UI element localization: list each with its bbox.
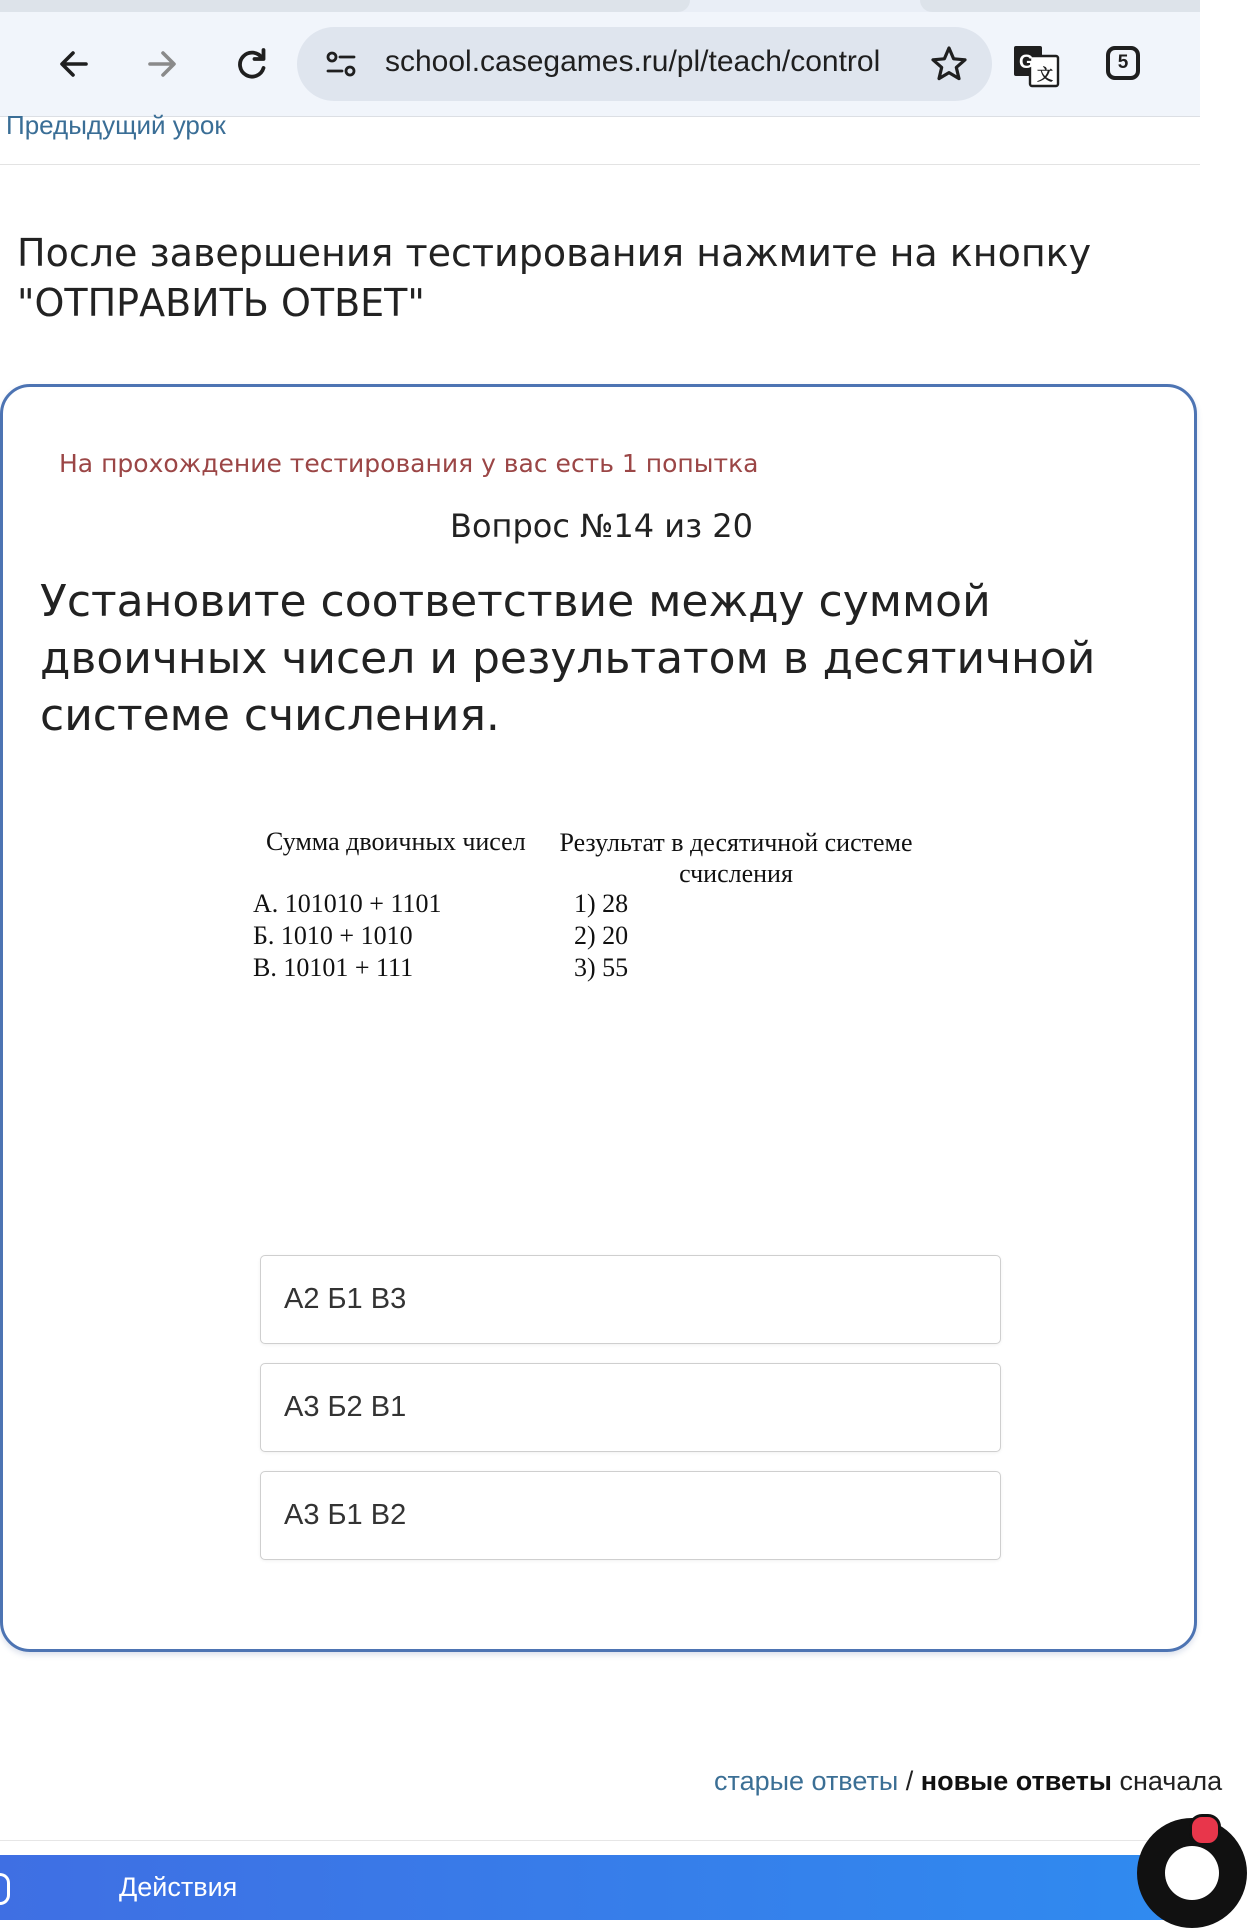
back-arrow-icon (54, 44, 94, 84)
browser-toolbar (0, 12, 1200, 117)
tab-strip (0, 0, 1200, 12)
chat-bubble-icon (1165, 1846, 1219, 1900)
divider (0, 164, 1200, 165)
image-right-item: 2) 20 (574, 921, 629, 950)
url-text[interactable]: school.casegames.ru/pl/teach/control (385, 45, 881, 78)
image-right-item: 3) 55 (574, 953, 629, 982)
svg-text:文: 文 (1037, 65, 1054, 84)
image-right-header-line2: счисления (679, 859, 793, 888)
quiz-card (0, 384, 1197, 1652)
image-left-item: Б. 1010 + 1010 (253, 921, 413, 950)
image-right-item: 1) 28 (574, 889, 629, 918)
notification-dot (1189, 1814, 1221, 1846)
divider (0, 1840, 1200, 1841)
bookmark-star-icon[interactable] (927, 42, 971, 86)
question-text: Установите соответствие между суммой двоичных чисел и результатом в десятичной системе счисления. (40, 576, 1096, 741)
question-number: Вопрос №14 из 20 (450, 507, 753, 545)
action-bar-icon (0, 1873, 10, 1905)
answers-sort-toggle (714, 1766, 1222, 1797)
image-left-item: В. 10101 + 111 (253, 953, 414, 982)
image-left-header: Сумма двоичных чисел (266, 827, 526, 856)
back-button[interactable] (42, 32, 106, 96)
previous-lesson-link[interactable]: Предыдущий урок (6, 110, 226, 140)
chat-button[interactable] (1137, 1818, 1247, 1928)
action-bar[interactable] (0, 1855, 1200, 1920)
attempts-notice: На прохождение тестирования у вас есть 1 попытка (59, 449, 759, 478)
answer-option[interactable] (260, 1255, 1001, 1344)
tabs-count-button[interactable]: 5 (1106, 46, 1140, 80)
answer-option-label: А3 Б1 В2 (284, 1499, 407, 1531)
forward-button[interactable] (130, 32, 194, 96)
answer-option[interactable] (260, 1471, 1001, 1560)
answer-option-label: А2 Б1 В3 (284, 1283, 407, 1315)
tab-right[interactable] (920, 0, 1200, 12)
answer-option-label: А3 Б2 В1 (284, 1391, 407, 1423)
translate-icon[interactable] (1012, 42, 1060, 90)
tab-left[interactable] (0, 0, 690, 12)
old-answers-link[interactable]: старые ответы (714, 1766, 899, 1796)
address-bar[interactable] (297, 27, 992, 101)
svg-text:G: G (1019, 52, 1034, 73)
image-right-header-line1: Результат в десятичной системе (559, 828, 913, 857)
answer-option[interactable] (260, 1363, 1001, 1452)
forward-arrow-icon (142, 44, 182, 84)
question-image (241, 827, 1001, 1002)
sort-suffix: сначала (1111, 1766, 1223, 1796)
sort-separator: / (898, 1766, 921, 1796)
image-left-item: А. 101010 + 1101 (253, 889, 442, 918)
reload-button[interactable] (220, 32, 284, 96)
image-right-header (526, 827, 946, 889)
instruction-text: После завершения тестирования нажмите на кнопку "ОТПРАВИТЬ ОТВЕТ" (17, 231, 1092, 325)
site-info-icon[interactable] (321, 44, 361, 84)
reload-icon (232, 44, 272, 84)
actions-label[interactable]: Действия (119, 1872, 238, 1902)
new-answers-link[interactable]: новые ответы (920, 1766, 1112, 1796)
